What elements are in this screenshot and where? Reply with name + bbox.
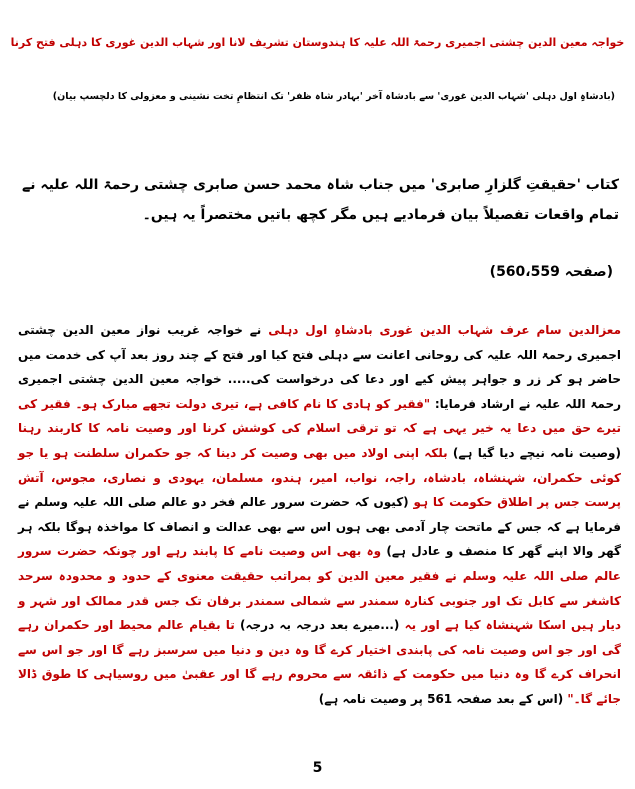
body-note-1: (وصیت نامہ نیچے دیا گیا ہے) <box>447 445 621 460</box>
body-note-3: (...میرے بعد درجہ بہ درجہ) <box>240 618 400 633</box>
body-paragraph <box>18 318 621 712</box>
body-text-1: نے خواجہ غریب نواز معین الدین چشتی اجمیری رحمۃ اللہ علیہ کی روحانی اعانت سے دہلی فتح کیا اور فتح کے چند روز بعد آپ کی خدمت میں حاضر ہو کر زر و جواہر پیش کیے اور دعا کی درخواست کی..... خواجہ معین الدین چشتی اجمیری رحمۃ اللہ علیہ نے ارشاد فرمایا: <box>18 323 622 411</box>
body-note-4: (اس کے بعد صفحہ 561 پر وصیت نامہ ہے) <box>318 691 568 706</box>
page-citation: (صفحہ 560،559) <box>489 264 613 280</box>
quote-text: "فقیر کو ہادی کا نام کافی ہے، تیری دولت تجھے مبارک ہو۔ فقیر کی تیرے حق میں دعا یہ خیر یہی ہے کہ تو ترقی اسلام کی کوشش کرنا اور وصیت نامہ کا کاربند رہنا <box>18 396 621 436</box>
page-title: خواجہ معین الدین چشتی اجمیری رحمۃ اللہ علیہ کا ہندوستان تشریف لانا اور شہاب الدین غوری کا دہلی فتح کرنا <box>10 36 625 49</box>
body-text-3: وہ بھی اس وصیت نامے کا پابند رہے اور چونکہ حضرت سرور عالم صلی اللہ علیہ وسلم نے فقیر معین الدین کو بمراتب حقیقت معنوی کے حدود و محدودہ سرحد کاشغر سے کابل تک اور جنوبی کنارہ سمندر سے شمالی سمندر برفان تک جس قدر ممالک اور شہر و دیار ہیں اسکا شہنشاہ کیا ہے اور یہ <box>18 544 621 633</box>
body-text-4: تا بقیام عالم محیط اور حکمران رہے گی اور جو اس وصیت نامہ کی پابندی اختیار کرے گا وہ دین و دنیا میں سرسبز رہے گا اور جو اس سے انحراف کرے گا وہ دنیا میں حکومت کے ذائقہ سے محروم رہے گا اور عقبیٰ میں روسیاہی کا طوق ڈالا جائے گا۔" <box>18 618 621 706</box>
body-text-2: بلکہ اپنی اولاد میں بھی وصیت کر دینا کہ جو حکمران سلطنت ہو یا جو کوئی حکمران، شہنشاہ، بادشاہ، راجہ، نواب، امیر، ہندو، مسلمان، یہودی و نصاری، مجوس، آتش پرست جس پر اطلاق حکومت کا ہو <box>18 445 621 510</box>
ruler-name: معزالدین سام عرف شہاب الدین غوری بادشاہِ اول دہلی <box>268 323 621 337</box>
page-subtitle: (بادشاہِ اول دہلی 'شہاب الدین غوری' سے بادشاہ آخر 'بہادر شاہ ظفر' تک انتظامِ تخت نشینی و معزولی کا دلچسپ بیان) <box>52 91 615 102</box>
page-number: 5 <box>312 760 323 776</box>
intro-paragraph: کتاب 'حقیقتِ گلزارِ صابری' میں جناب شاہ محمد حسن صابری چشتی رحمۃ اللہ علیہ نے تمام واقعات تفصیلاً بیان فرمادیے ہیں مگر کچھ باتیں مختصراً یہ ہیں۔ <box>22 177 619 223</box>
body-note-2: (کیوں کہ حضرت سرور عالم فخر دو عالم صلی اللہ علیہ وسلم نے فرمایا ہے کہ جس کے ماتحت چار آدمی بھی ہوں اس سے بھی عدالت و انصاف کا مواخذہ ہوگا بلکہ ہر گھر والا اپنے گھر کا منصف و عادل ہے) <box>18 495 622 559</box>
